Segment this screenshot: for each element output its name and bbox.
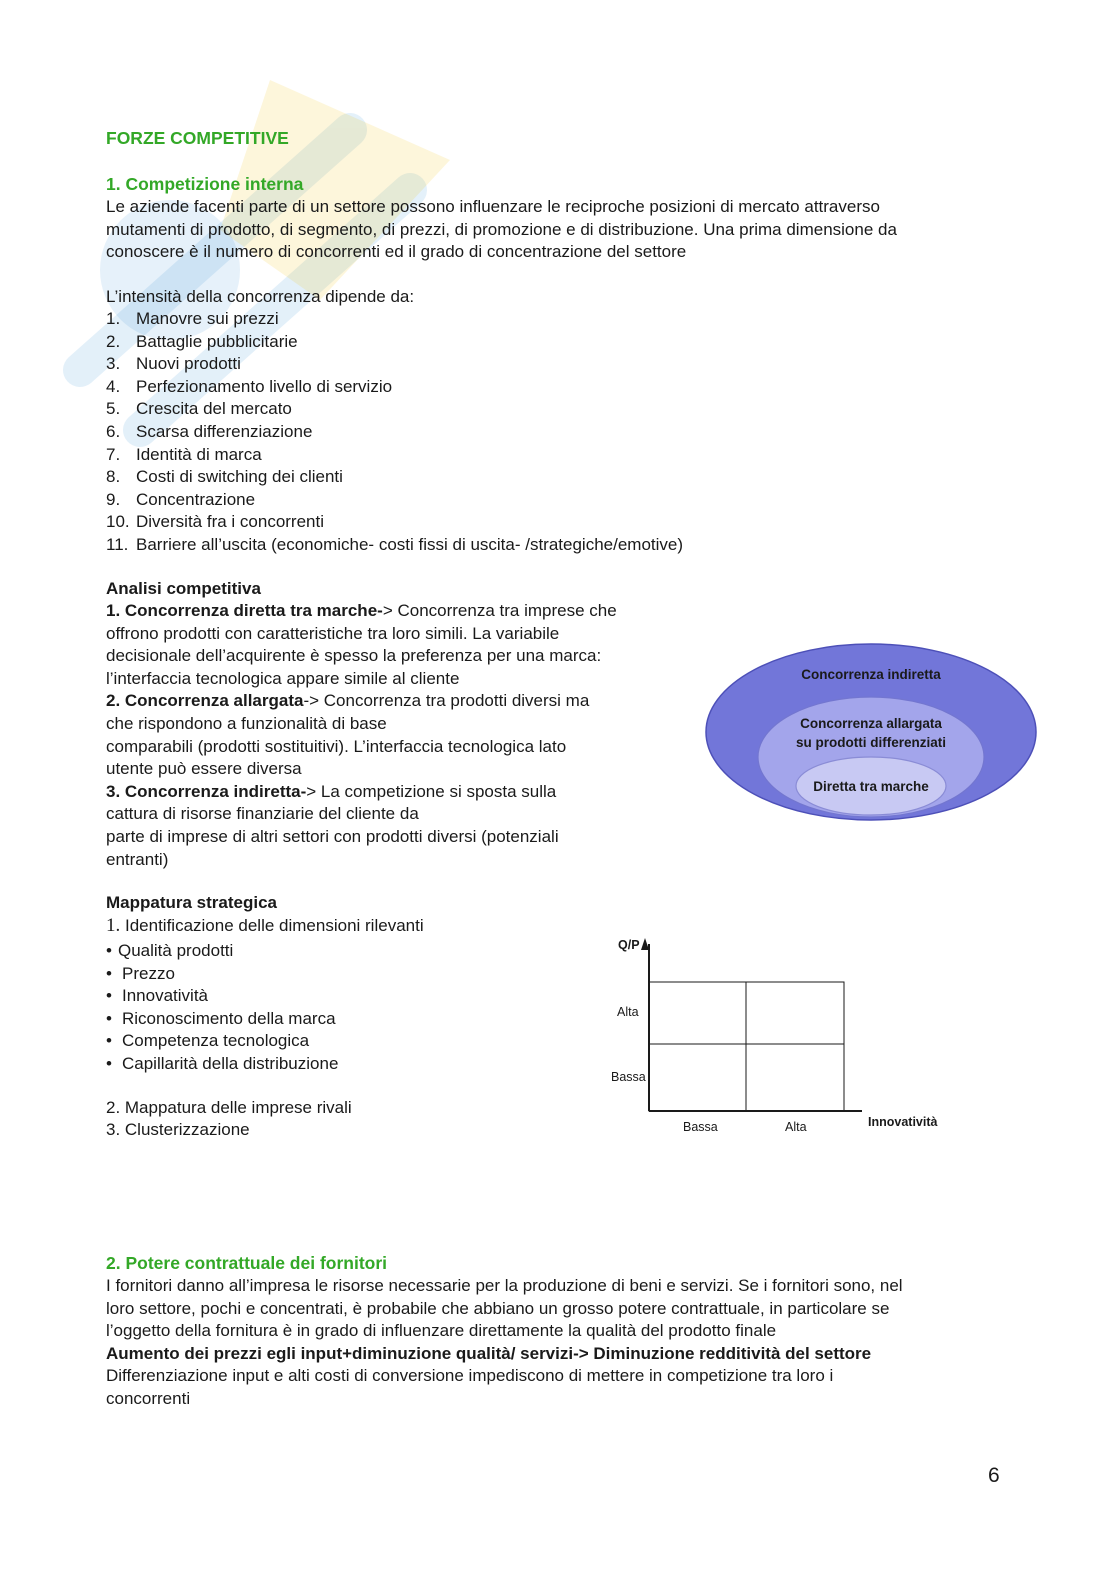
paragraph-line: mutamenti di prodotto, di segmento, di prezzi, di promozione e di distribuzione. Una prima dimensione da [106,219,897,239]
paragraph-line: concorrenti [106,1388,191,1408]
competition-diagram [700,640,1045,825]
list-number: 8. [106,467,121,487]
list-number: 5. [106,399,121,419]
paragraph-line: l’oggetto della fornitura è in grado di influenzare direttamente la qualità del prodotto finale [106,1321,777,1341]
y-axis-label: Q/P [618,938,640,952]
mappatura-step3: 3. Clusterizzazione [106,1120,250,1139]
section2-heading: 2. Potere contrattuale dei fornitori [106,1253,388,1273]
intensity-intro: L’intensità della concorrenza dipende da: [106,287,415,306]
analisi-line: > La competizione si sposta sulla [306,781,557,801]
bullet-item: • Prezzo [106,963,175,983]
paragraph-line: I fornitori danno all’impresa le risorse necessarie per la produzione di beni e servizi. Se i fornitori sono, nel [106,1276,903,1295]
analisi-line: -> Concorrenza tra prodotti diversi ma [303,691,590,711]
bullet-text: Competenza tecnologica [122,1031,310,1051]
bullet-text: Riconoscimento della marca [122,1008,336,1028]
list-text: Barriere all’uscita (economiche- costi fissi di uscita- /strategiche/emotive) [136,534,684,554]
analisi-line: decisionale dell’acquirente è spesso la preferenza per una marca: [106,646,602,666]
y-tick-label: Alta [617,1005,639,1019]
list-number: 6. [106,421,121,441]
analisi-line: che rispondono a funzionalità di base [106,713,387,733]
page-title: FORZE COMPETITIVE [106,128,289,148]
list-text: Battaglie pubblicitarie [136,331,298,351]
step1-number: 1. [106,915,121,936]
list-number: 7. [106,444,121,464]
analisi-heading: Analisi competitiva [106,579,261,598]
list-text: Identità di marca [136,444,262,464]
y-axis-arrowhead [641,938,649,950]
bullet-text: Capillarità della distribuzione [122,1053,339,1073]
section1-paragraph [106,196,1006,264]
analisi-line: l’interfaccia tecnologica appare simile al cliente [106,668,460,688]
list-item [106,398,683,421]
list-number: 10. [106,512,130,532]
bullet-text: Innovatività [122,986,208,1006]
mappatura-step1 [106,915,424,938]
step1-text: Identificazione delle dimensioni rilevanti [124,916,424,935]
mappatura-heading: Mappatura strategica [106,893,277,912]
analisi-line: entranti) [106,849,169,869]
analisi-text [106,600,696,871]
list-text: Scarsa differenziazione [136,421,313,441]
page-number: 6 [988,1464,1000,1487]
list-item [106,489,683,512]
strategic-map-chart [600,930,970,1145]
list-text: Diversità fra i concorrenti [136,512,325,532]
x-tick-label: Bassa [683,1120,718,1134]
analisi-line: comparabili (prodotti sostituitivi). L’interfaccia tecnologica lato [106,736,567,756]
bullet-item: • Capillarità della distribuzione [106,1053,339,1073]
bullet-item: • Innovatività [106,986,208,1006]
intensity-list [106,308,683,557]
analisi-line: parte di imprese di altri settori con prodotti diversi (potenziali [106,826,559,846]
list-text: Crescita del mercato [136,399,292,419]
diagram-label-middle-2: su prodotti differenziati [796,735,946,750]
y-tick-label: Bassa [611,1070,646,1084]
section2-paragraph [106,1275,1006,1411]
list-item [106,534,683,557]
analisi-item1-title: 1. Concorrenza diretta tra marche- [106,601,383,620]
bullet-item: • Riconoscimento della marca [106,1008,336,1028]
list-item [106,308,683,331]
list-number: 2. [106,331,121,351]
list-text: Costi di switching dei clienti [136,467,343,487]
analisi-line: > Concorrenza tra imprese che [382,601,617,620]
analisi-line: utente può essere diversa [106,759,302,779]
list-number: 4. [106,376,121,396]
list-item [106,353,683,376]
paragraph-line: Le aziende facenti parte di un settore possono influenzare le reciproche posizioni di mercato attraverso [106,197,880,216]
mappatura-bullets [106,940,338,1076]
list-text: Nuovi prodotti [136,354,241,374]
diagram-label-outer: Concorrenza indiretta [801,667,941,682]
diagram-label-middle-1: Concorrenza allargata [800,716,942,731]
list-item [106,511,683,534]
paragraph-line: Differenziazione input e alti costi di conversione impediscono di mettere in competizione tra loro i [106,1366,834,1386]
diagram-label-inner: Diretta tra marche [813,779,929,794]
section2-bold-line: Aumento dei prezzi egli input+diminuzione qualità/ servizi-> Diminuzione redditività del settore [106,1343,872,1363]
paragraph-line: conoscere è il numero di concorrenti ed il grado di concentrazione del settore [106,242,687,262]
list-number: 9. [106,489,121,509]
mappatura-step2: 2. Mappatura delle imprese rivali [106,1098,352,1117]
list-number: 1. [106,309,121,328]
list-item [106,421,683,444]
analisi-item2-title: 2. Concorrenza allargata [106,691,304,711]
analisi-item3-title: 3. Concorrenza indiretta- [106,781,307,801]
list-number: 3. [106,354,121,374]
bullet-item: • Qualità prodotti [106,941,234,960]
paragraph-line: loro settore, pochi e concentrati, è probabile che abbiano un grosso potere contrattuale, in particolare se [106,1298,890,1318]
x-tick-label: Alta [785,1120,807,1134]
analisi-line: offrono prodotti con caratteristiche tra loro simili. La variabile [106,623,560,643]
bullet-text: Qualità prodotti [118,941,234,960]
list-text: Concentrazione [136,489,256,509]
list-item [106,466,683,489]
section1-heading: 1. Competizione interna [106,174,304,194]
list-item [106,444,683,467]
bullet-item: • Competenza tecnologica [106,1031,310,1051]
bullet-text: Prezzo [122,963,175,983]
list-text: Manovre sui prezzi [136,309,279,328]
x-axis-label: Innovatività [868,1115,938,1129]
list-text: Perfezionamento livello di servizio [136,376,393,396]
list-item [106,331,683,354]
list-item [106,376,683,399]
list-number: 11. [106,534,129,554]
analisi-line: cattura di risorse finanziarie del cliente da [106,804,419,824]
